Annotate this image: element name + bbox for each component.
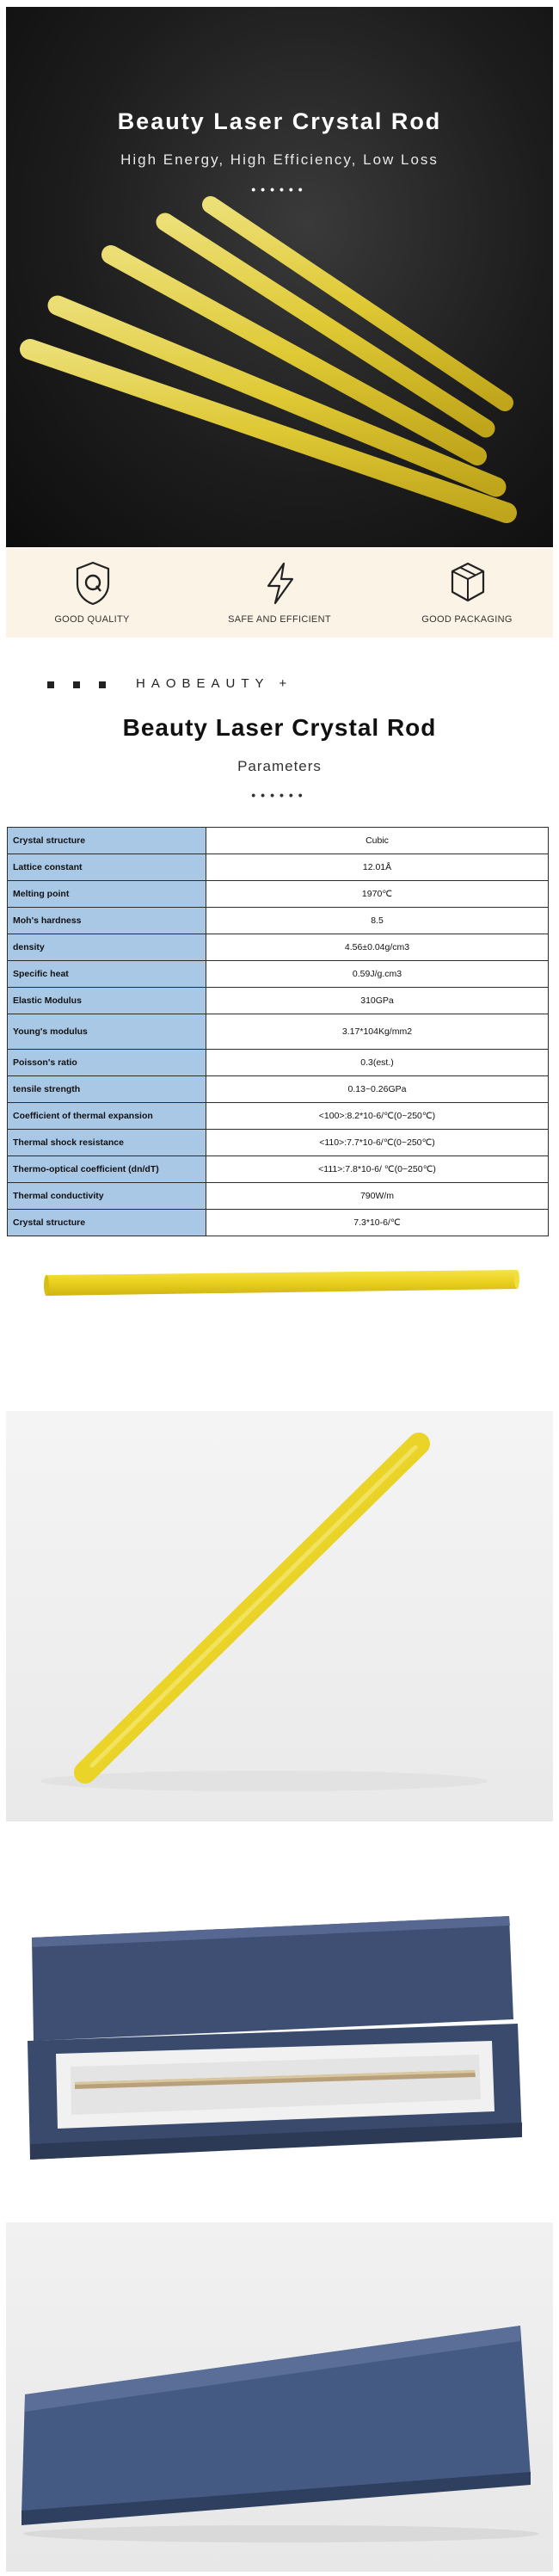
product-photo-rod-diagonal [6, 1411, 553, 1821]
square-bullet [99, 681, 106, 688]
table-row [8, 854, 549, 881]
spec-value: <100>:8.2*10-6/℃(0~250℃) [206, 1103, 549, 1130]
table-row [8, 828, 549, 854]
product-photo-open-box [6, 1886, 553, 2196]
table-row [8, 1210, 549, 1236]
spec-key: Melting point [8, 881, 206, 908]
hero-banner [6, 7, 553, 547]
product-photo-rod-horizontal [6, 1248, 553, 1351]
spec-key: Crystal structure [8, 1210, 206, 1236]
table-row [8, 934, 549, 961]
feature-label: GOOD QUALITY [54, 614, 130, 625]
table-row [8, 1183, 549, 1210]
brand-name: HAOBEAUTY + [136, 676, 293, 691]
spec-key: Young's modulus [8, 1014, 206, 1050]
table-row [8, 1076, 549, 1103]
hero-dots: •••••• [251, 182, 308, 196]
spec-value: 790W/m [206, 1183, 549, 1210]
feature-good-quality [6, 548, 178, 638]
crystal-rod-image [6, 1411, 553, 1821]
features-bar [6, 548, 553, 638]
spec-key: Elastic Modulus [8, 988, 206, 1014]
spec-value: 1970℃ [206, 881, 549, 908]
spec-value: 0.3(est.) [206, 1050, 549, 1076]
spec-key: Thermal conductivity [8, 1183, 206, 1210]
spec-key: Poisson's ratio [8, 1050, 206, 1076]
spec-value: <111>:7.8*10-6/ ℃(0~250℃) [206, 1156, 549, 1183]
section-title: Beauty Laser Crystal Rod [122, 714, 437, 741]
hero-title: Beauty Laser Crystal Rod [117, 108, 442, 134]
square-bullet [47, 681, 54, 688]
spec-value: 12.01Å [206, 854, 549, 881]
spec-value: 0.59J/g.cm3 [206, 961, 549, 988]
table-row [8, 988, 549, 1014]
spec-key: Crystal structure [8, 828, 206, 854]
table-row [8, 1014, 549, 1050]
spec-value: 8.5 [206, 908, 549, 934]
table-row [8, 1130, 549, 1156]
product-photo-closed-box [6, 2222, 553, 2572]
square-bullet [73, 681, 80, 688]
feature-label: GOOD PACKAGING [421, 614, 513, 625]
table-row [8, 1050, 549, 1076]
spec-value: 310GPa [206, 988, 549, 1014]
feature-good-packaging [381, 548, 553, 638]
table-row [8, 1103, 549, 1130]
hero-subtitle: High Energy, High Efficiency, Low Loss [120, 151, 439, 168]
parameters-label: Parameters [237, 758, 322, 774]
table-row [8, 1156, 549, 1183]
spec-value: 7.3*10-6/℃ [206, 1210, 549, 1236]
packaging-box-closed-image [6, 2222, 553, 2572]
spec-value: 4.56±0.04g/cm3 [206, 934, 549, 961]
feature-safe-efficient [194, 548, 366, 638]
spec-key: density [8, 934, 206, 961]
crystal-rods-image [6, 7, 553, 547]
section-dots: •••••• [251, 788, 308, 802]
spec-key: Thermo-optical coefficient (dn/dT) [8, 1156, 206, 1183]
packaging-box-open-image [6, 1886, 553, 2196]
quality-shield-icon [74, 560, 112, 607]
lightning-icon [261, 560, 299, 607]
spec-value: 3.17*104Kg/mm2 [206, 1014, 549, 1050]
table-row [8, 881, 549, 908]
spec-key: Coefficient of thermal expansion [8, 1103, 206, 1130]
spec-value: 0.13~0.26GPa [206, 1076, 549, 1103]
table-row [8, 908, 549, 934]
spec-key: Specific heat [8, 961, 206, 988]
box-icon [449, 560, 487, 607]
feature-label: SAFE AND EFFICIENT [228, 614, 331, 625]
spec-key: tensile strength [8, 1076, 206, 1103]
spec-key: Moh's hardness [8, 908, 206, 934]
spec-table [7, 827, 549, 1236]
spec-key: Thermal shock resistance [8, 1130, 206, 1156]
spec-key: Lattice constant [8, 854, 206, 881]
table-row [8, 961, 549, 988]
spec-value: Cubic [206, 828, 549, 854]
crystal-rod-image [6, 1248, 553, 1351]
spec-value: <110>:7.7*10-6/℃(0~250℃) [206, 1130, 549, 1156]
